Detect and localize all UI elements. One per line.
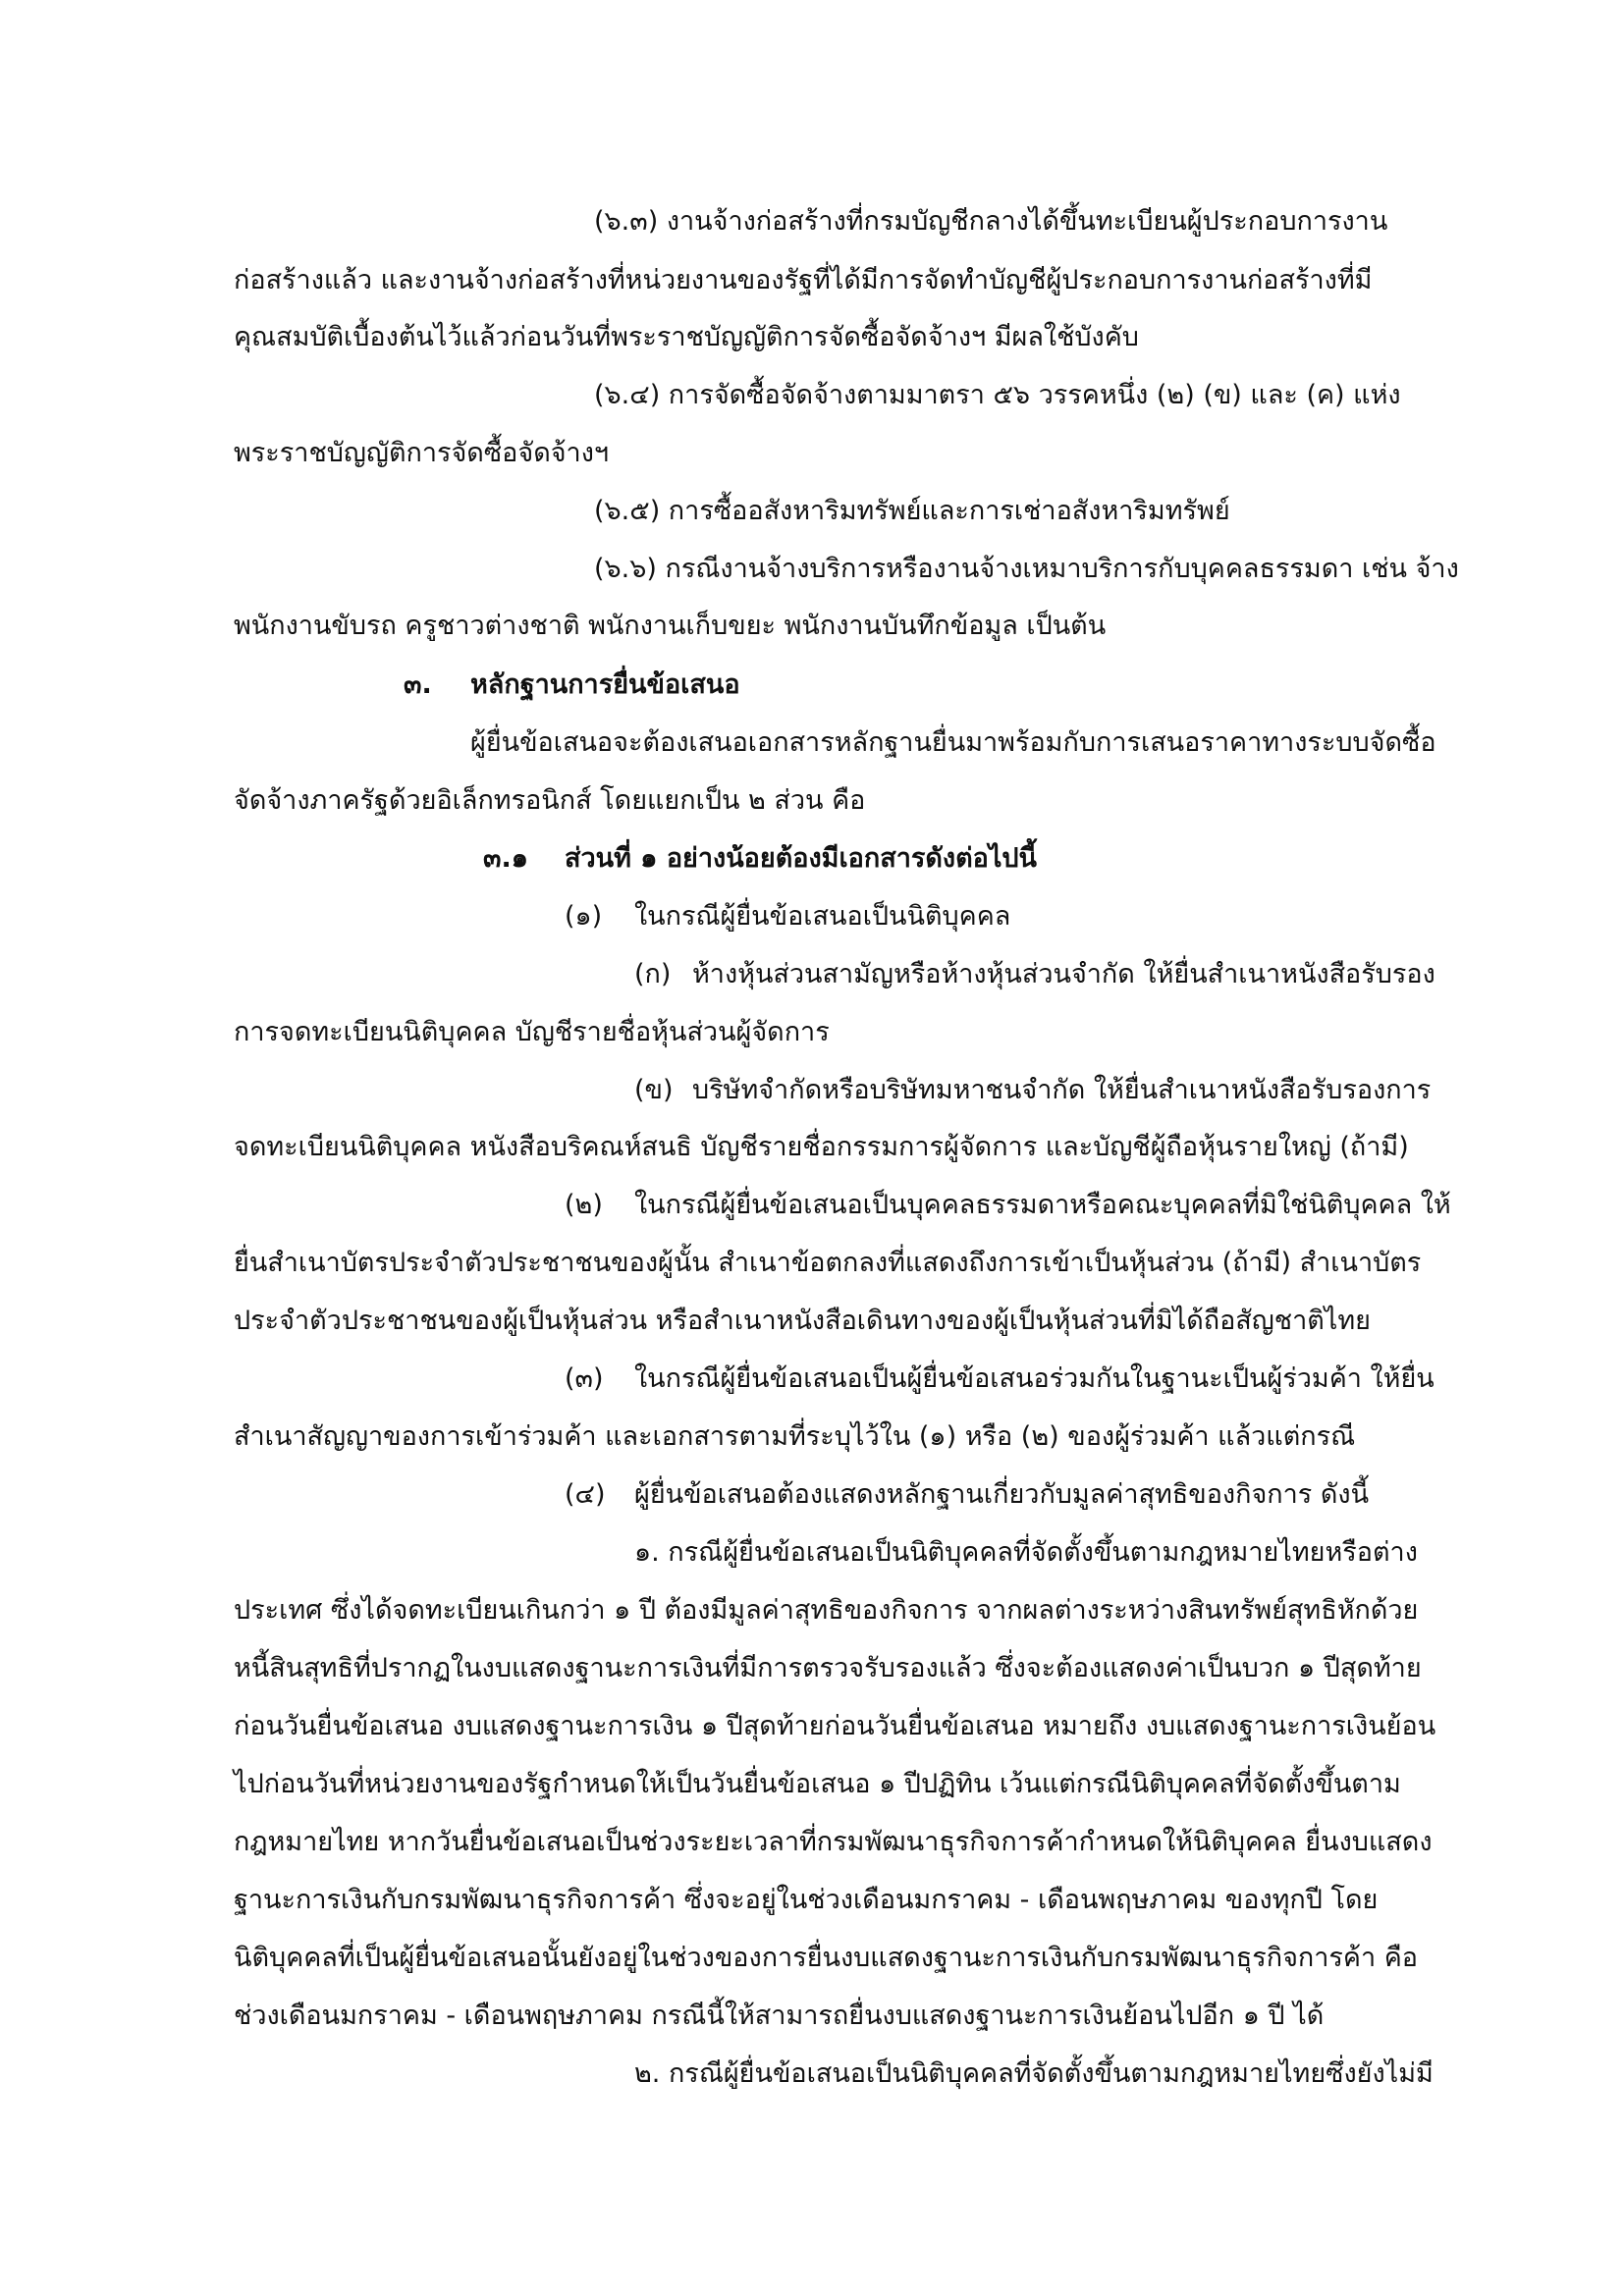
section-3-1-number: ๓.๑ — [483, 843, 528, 874]
item-6-4-line-2: พระราชบัญญัติการจัดซื้อจัดจ้างฯ — [234, 438, 610, 468]
sub-4-2-line-1: ๒. กรณีผู้ยื่นข้อเสนอเป็นนิติบุคคลที่จัดตั้งขึ้นตามกฎหมายไทยซึ่งยังไม่มี — [634, 2058, 1434, 2089]
sub-4-1-line-4: ก่อนวันยื่นข้อเสนอ งบแสดงฐานะการเงิน ๑ ปีสุดท้ายก่อนวันยื่นข้อเสนอ หมายถึง งบแสดงฐานะการเงินย้อน — [234, 1711, 1436, 1741]
sub-1-b-number: (ข) — [634, 1075, 674, 1105]
section-3-number: ๓. — [404, 669, 432, 700]
sub-4-text: ผู้ยื่นข้อเสนอต้องแสดงหลักฐานเกี่ยวกับมูลค่าสุทธิของกิจการ ดังนี้ — [634, 1479, 1370, 1510]
sub-4-1-line-6: กฎหมายไทย หากวันยื่นข้อเสนอเป็นช่วงระยะเวลาที่กรมพัฒนาธุรกิจการค้ากำหนดให้นิติบุคคล ยื่นงบแสดง — [234, 1827, 1433, 1857]
sub-2-number: (๒) — [565, 1190, 603, 1220]
item-6-3-line-2: ก่อสร้างแล้ว และงานจ้างก่อสร้างที่หน่วยงานของรัฐที่ได้มีการจัดทำบัญชีผู้ประกอบการงานก่อสร้างที่มี — [234, 265, 1373, 295]
sub-3-number: (๓) — [565, 1363, 604, 1394]
sub-2-line-1: ในกรณีผู้ยื่นข้อเสนอเป็นบุคคลธรรมดาหรือคณะบุคคลที่มิใช่นิติบุคคล ให้ — [634, 1190, 1451, 1220]
section-3-title: หลักฐานการยื่นข้อเสนอ — [470, 669, 740, 700]
sub-1-number: (๑) — [565, 901, 603, 932]
section-3-intro-line-2: จัดจ้างภาครัฐด้วยอิเล็กทรอนิกส์ โดยแยกเป็น ๒ ส่วน คือ — [234, 785, 866, 816]
sub-1-a-line-1: ห้างหุ้นส่วนสามัญหรือห้างหุ้นส่วนจำกัด ให้ยื่นสำเนาหนังสือรับรอง — [692, 959, 1435, 989]
section-3-1-title: ส่วนที่ ๑ อย่างน้อยต้องมีเอกสารดังต่อไปนี้ — [565, 843, 1038, 874]
item-6-6-line-2: พนักงานขับรถ ครูชาวต่างชาติ พนักงานเก็บขยะ พนักงานบันทึกข้อมูล เป็นต้น — [234, 611, 1107, 641]
sub-2-line-2: ยื่นสำเนาบัตรประจำตัวประชาชนของผู้นั้น สำเนาข้อตกลงที่แสดงถึงการเข้าเป็นหุ้นส่วน (ถ้ามี) สำเนาบัตร — [234, 1248, 1422, 1278]
sub-1-b-line-2: จดทะเบียนนิติบุคคล หนังสือบริคณห์สนธิ บัญชีรายชื่อกรรมการผู้จัดการ และบัญชีผู้ถือหุ้นรายใหญ่ (ถ้ามี) — [234, 1132, 1409, 1162]
item-6-3-line-3: คุณสมบัติเบื้องต้นไว้แล้วก่อนวันที่พระราชบัญญัติการจัดซื้อจัดจ้างฯ มีผลใช้บังคับ — [234, 322, 1139, 352]
sub-4-1-line-9: ช่วงเดือนมกราคม - เดือนพฤษภาคม กรณีนี้ให้สามารถยื่นงบแสดงฐานะการเงินย้อนไปอีก ๑ ปี ได้ — [234, 2001, 1325, 2031]
sub-3-line-1: ในกรณีผู้ยื่นข้อเสนอเป็นผู้ยื่นข้อเสนอร่วมกันในฐานะเป็นผู้ร่วมค้า ให้ยื่น — [634, 1363, 1435, 1394]
item-6-5-line-1: (๖.๕) การซื้ออสังหาริมทรัพย์และการเช่าอสังหาริมทรัพย์ — [594, 496, 1230, 526]
sub-4-1-line-5: ไปก่อนวันที่หน่วยงานของรัฐกำหนดให้เป็นวันยื่นข้อเสนอ ๑ ปีปฏิทิน เว้นแต่กรณีนิติบุคคลที่จัดตั้งขึ้นตาม — [234, 1769, 1401, 1799]
item-6-3-line-1: (๖.๓) งานจ้างก่อสร้างที่กรมบัญชีกลางได้ขึ้นทะเบียนผู้ประกอบการงาน — [594, 206, 1388, 237]
sub-4-1-line-3: หนี้สินสุทธิที่ปรากฏในงบแสดงฐานะการเงินที่มีการตรวจรับรองแล้ว ซึ่งจะต้องแสดงค่าเป็นบวก ๑ ปีสุดท้าย — [234, 1653, 1422, 1683]
item-6-6-line-1: (๖.๖) กรณีงานจ้างบริการหรืองานจ้างเหมาบริการกับบุคคลธรรมดา เช่น จ้าง — [594, 554, 1459, 584]
sub-1-a-number: (ก) — [634, 959, 672, 989]
section-3-intro-line-1: ผู้ยื่นข้อเสนอจะต้องเสนอเอกสารหลักฐานยื่นมาพร้อมกับการเสนอราคาทางระบบจัดซื้อ — [470, 727, 1436, 758]
sub-2-line-3: ประจำตัวประชาชนของผู้เป็นหุ้นส่วน หรือสำเนาหนังสือเดินทางของผู้เป็นหุ้นส่วนที่มิได้ถือสัญชาติไทย — [234, 1306, 1371, 1336]
sub-1-text: ในกรณีผู้ยื่นข้อเสนอเป็นนิติบุคคล — [634, 901, 1011, 932]
sub-4-1-line-2: ประเทศ ซึ่งได้จดทะเบียนเกินกว่า ๑ ปี ต้องมีมูลค่าสุทธิของกิจการ จากผลต่างระหว่างสินทรัพย์สุทธิหักด้วย — [234, 1595, 1419, 1626]
sub-4-1-line-7: ฐานะการเงินกับกรมพัฒนาธุรกิจการค้า ซึ่งจะอยู่ในช่วงเดือนมกราคม - เดือนพฤษภาคม ของทุกปี โดย — [234, 1885, 1379, 1915]
sub-1-b-line-1: บริษัทจำกัดหรือบริษัทมหาชนจำกัด ให้ยื่นสำเนาหนังสือรับรองการ — [692, 1075, 1432, 1105]
item-6-4-line-1: (๖.๔) การจัดซื้อจัดจ้างตามมาตรา ๕๖ วรรคหนึ่ง (๒) (ข) และ (ค) แห่ง — [594, 380, 1401, 410]
sub-4-number: (๔) — [565, 1479, 606, 1510]
sub-3-line-2: สำเนาสัญญาของการเข้าร่วมค้า และเอกสารตามที่ระบุไว้ใน (๑) หรือ (๒) ของผู้ร่วมค้า แล้วแต่กรณี — [234, 1421, 1356, 1452]
sub-1-a-line-2: การจดทะเบียนนิติบุคคล บัญชีรายชื่อหุ้นส่วนผู้จัดการ — [234, 1017, 830, 1047]
sub-4-1-line-8: นิติบุคคลที่เป็นผู้ยื่นข้อเสนอนั้นยังอยู่ในช่วงของการยื่นงบแสดงฐานะการเงินกับกรมพัฒนาธุรกิจการค้า คือ — [234, 1943, 1418, 1973]
sub-4-1-line-1: ๑. กรณีผู้ยื่นข้อเสนอเป็นนิติบุคคลที่จัดตั้งขึ้นตามกฎหมายไทยหรือต่าง — [634, 1537, 1418, 1568]
